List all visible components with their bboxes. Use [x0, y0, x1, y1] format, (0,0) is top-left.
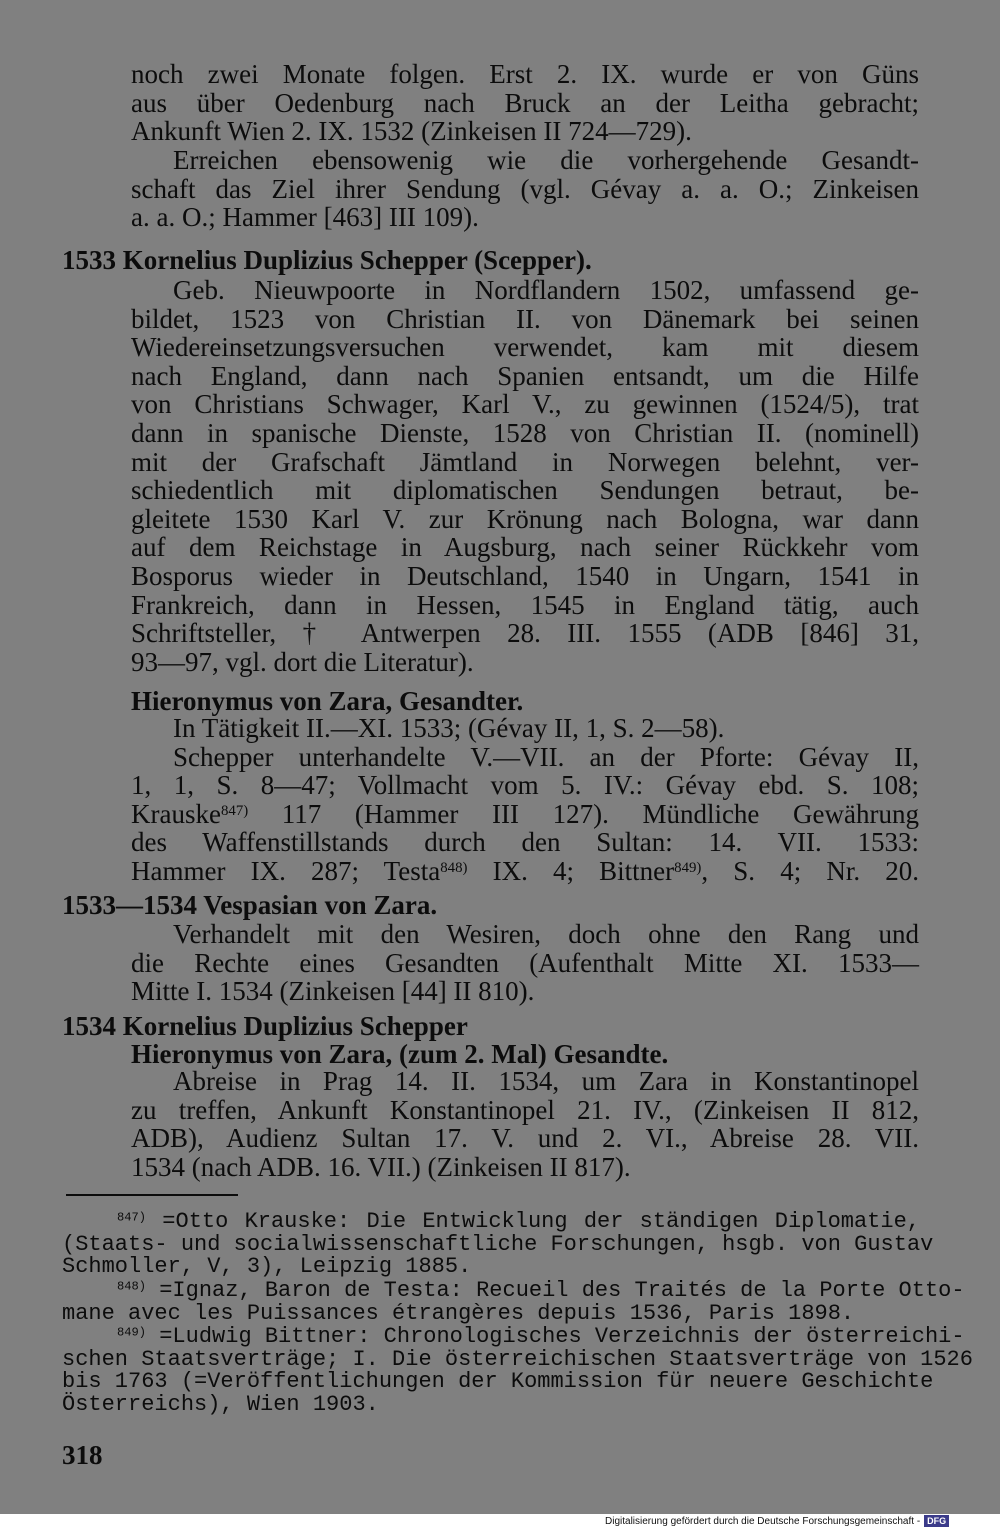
entry-heading-vespasian: 1533—1534 Vespasian von Zara.	[62, 890, 438, 920]
text-line: nach England, dann nach Spanien entsandt, um die Hilfe	[131, 360, 919, 391]
footnote-ref-848: 848)	[440, 859, 468, 876]
text-line: bis 1763 (=Veröffentlichungen der Kommission für neuere Geschichte	[62, 1369, 934, 1395]
text-line: mit der Grafschaft Jämtland in Norwegen belehnt, ver-	[131, 446, 919, 477]
text-line: Geb. Nieuwpoorte in Nordflandern 1502, umfassend ge-	[173, 275, 919, 305]
text-run: Krauske	[131, 798, 221, 829]
footnote-rule	[66, 1194, 238, 1196]
text-line-krauske	[131, 800, 919, 829]
credit-text: Digitalisierung gefördert durch die Deutsche Forschungsgemeinschaft -	[605, 1516, 921, 1527]
footnote-mark: 847)	[117, 1210, 147, 1225]
entry-heading-zara: Hieronymus von Zara, Gesandter.	[131, 686, 524, 716]
text-run: 117 (Hammer III 127). Mündliche Gewährung	[248, 798, 919, 829]
continued-note	[131, 146, 919, 232]
text-line: 1534 (nach ADB. 16. VII.) (Zinkeisen II 817).	[131, 1151, 631, 1182]
text-line: Österreichs), Wien 1903.	[62, 1391, 379, 1417]
text-line: aus über Oedenburg nach Bruck an der Leitha gebracht;	[131, 87, 919, 118]
text-run: =Ludwig Bittner: Chronologisches Verzeichnis der österreichi-	[146, 1324, 965, 1349]
text-line: noch zwei Monate folgen. Erst 2. IX. wurde er von Güns	[131, 59, 919, 89]
text-run: Hammer IX. 287; Testa	[131, 855, 441, 886]
digitization-credit	[605, 1515, 949, 1528]
text-line: In Tätigkeit II.—XI. 1533; (Gévay II, 1, S. 2—58).	[173, 713, 725, 743]
dfg-logo: DFG	[924, 1515, 949, 1527]
text-line: Ankunft Wien 2. IX. 1532 (Zinkeisen II 724—729).	[131, 116, 692, 147]
continued-paragraph	[131, 60, 919, 146]
text-line: a. a. O.; Hammer [463] III 109).	[131, 202, 479, 233]
footnote-ref-849: 849)	[674, 859, 702, 876]
footnote-mark: 848)	[117, 1279, 147, 1294]
entry-heading-1534-zara: Hieronymus von Zara, (zum 2. Mal) Gesandte.	[131, 1039, 669, 1069]
text-line: Frankreich, dann in Hessen, 1545 in England tätig, auch	[131, 589, 919, 620]
text-line	[62, 1278, 965, 1303]
footnote-847	[62, 1209, 934, 1280]
footnote-ref-847: 847)	[220, 802, 249, 819]
text-line: Schepper unterhandelte V.—VII. an der Pforte: Gévay II,	[173, 741, 919, 772]
text-line: schaft das Ziel ihrer Sendung (vgl. Gévay a. a. O.; Zinkeisen	[131, 173, 919, 204]
text-line: Erreichen ebensowenig wie die vorhergehende Gesandt-	[173, 145, 919, 175]
text-line: schiedentlich mit diplomatischen Sendungen betraut, be-	[131, 475, 919, 506]
page-number: 318	[62, 1440, 103, 1470]
footnote-848	[62, 1278, 965, 1326]
text-line: Schriftsteller, † Antwerpen 28. III. 1555 (ADB [846] 31,	[131, 618, 919, 649]
text-line: Abreise in Prag 14. II. 1534, um Zara in Konstantinopel	[173, 1066, 919, 1096]
text-line: bildet, 1523 von Christian II. von Dänemark bei seinen	[131, 303, 919, 334]
text-line: mane avec les Puissances étrangères depuis 1536, Paris 1898.	[62, 1300, 855, 1326]
footnote-mark: 849)	[117, 1325, 147, 1340]
text-run: =Otto Krauske: Die Entwicklung der ständigen Diplomatie,	[146, 1209, 920, 1234]
text-line: (Staats- und socialwissenschaftliche Forschungen, hsgb. von Gustav	[62, 1231, 934, 1257]
entry-body-vespasian	[131, 920, 919, 1006]
text-line: des Waffenstillstands durch den Sultan: 14. VII. 1533:	[131, 827, 919, 858]
text-run: , S. 4; Nr. 20.	[701, 855, 919, 886]
entry-heading-1533-schepper: 1533 Kornelius Duplizius Schepper (Scepper).	[62, 245, 592, 275]
text-line: von Christians Schwager, Karl V., zu gewinnen (1524/5), trat	[131, 389, 919, 420]
entry-body-1533-schepper	[131, 276, 919, 676]
text-line: gleitete 1530 Karl V. zur Krönung nach Bologna, war dann	[131, 503, 919, 534]
text-line: schen Staatsverträge; I. Die österreichischen Staatsverträge von 1526	[62, 1346, 973, 1372]
text-line: Schmoller, V, 3), Leipzig 1885.	[62, 1254, 472, 1280]
entry-body-zara	[131, 714, 919, 886]
text-line: die Rechte eines Gesandten (Aufenthalt Mitte XI. 1533—	[131, 947, 919, 978]
text-line: dann in spanische Dienste, 1528 von Christian II. (nominell)	[131, 417, 919, 448]
text-line	[62, 1324, 965, 1349]
text-line	[62, 1211, 920, 1234]
text-line: Wiedereinsetzungsversuchen verwendet, kam mit diesem	[131, 332, 919, 363]
text-line: ADB), Audienz Sultan 17. V. und 2. VI., Abreise 28. VII.	[131, 1123, 919, 1154]
text-run: =Ignaz, Baron de Testa: Recueil des Traités de la Porte Otto-	[146, 1278, 965, 1303]
text-line: 1, 1, S. 8—47; Vollmacht vom 5. IV.: Gévay ebd. S. 108;	[131, 770, 919, 801]
entry-heading-1534-schepper: 1534 Kornelius Duplizius Schepper	[62, 1011, 468, 1041]
text-line: zu treffen, Ankunft Konstantinopel 21. IV., (Zinkeisen II 812,	[131, 1094, 919, 1125]
text-line: auf dem Reichstage in Augsburg, nach seiner Rückkehr vom	[131, 532, 919, 563]
text-line: 93—97, vgl. dort die Literatur).	[131, 646, 474, 677]
text-line: Mitte I. 1534 (Zinkeisen [44] II 810).	[131, 976, 535, 1007]
footnote-849	[62, 1324, 973, 1417]
text-line-hammer	[131, 857, 919, 886]
text-line: Bosporus wieder in Deutschland, 1540 in Ungarn, 1541 in	[131, 560, 919, 591]
text-line: Verhandelt mit den Wesiren, doch ohne den Rang und	[173, 919, 919, 949]
entry-body-1534	[131, 1067, 919, 1181]
text-run: IX. 4; Bittner	[467, 855, 675, 886]
